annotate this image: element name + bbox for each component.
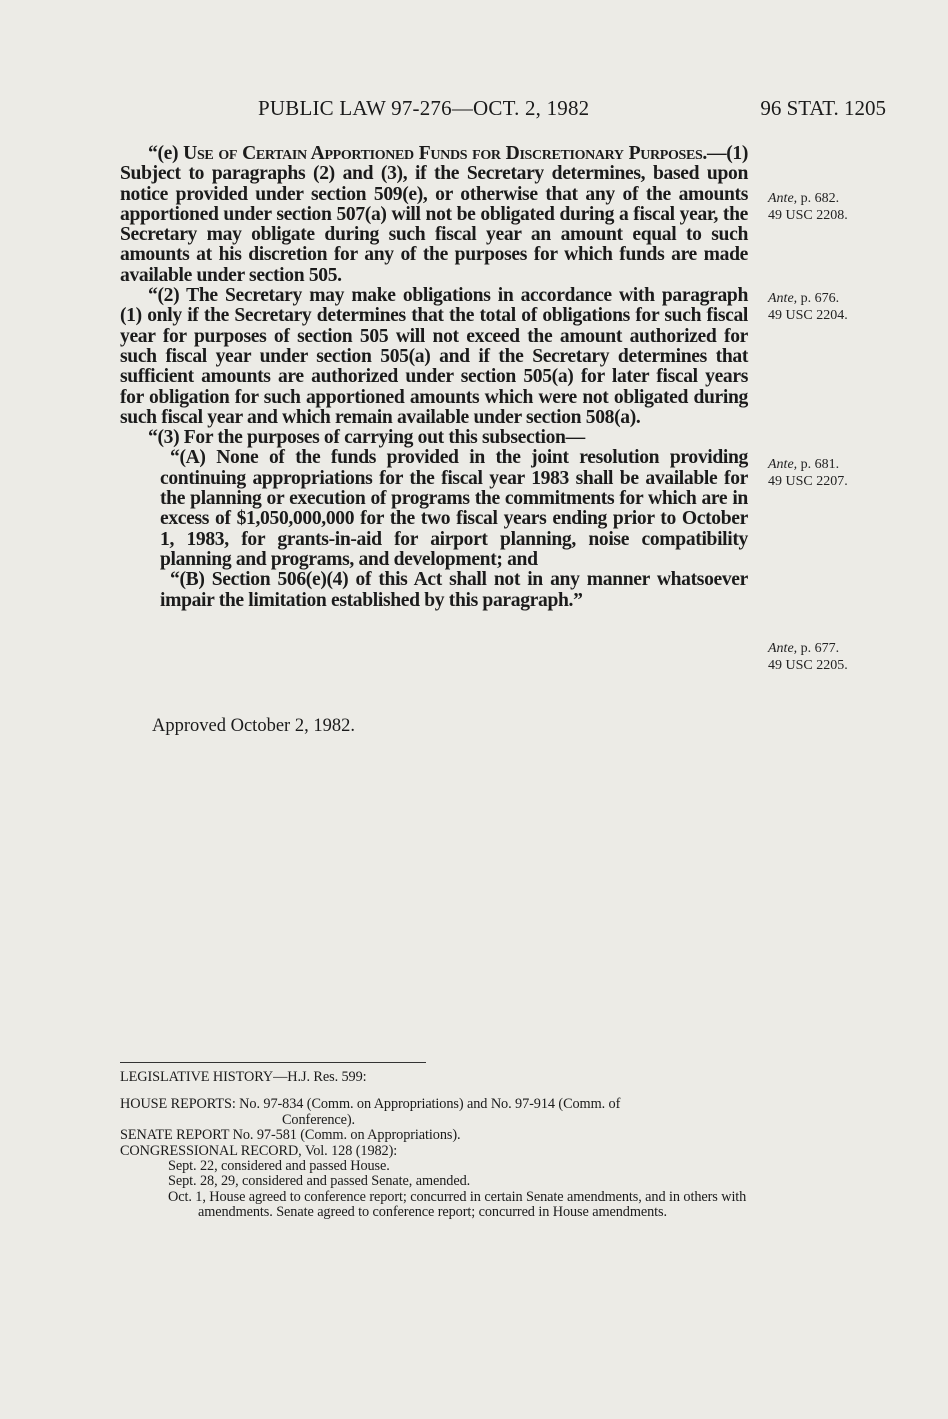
page-header — [0, 96, 948, 126]
statute-body — [120, 144, 748, 611]
paragraph-3a: “(A) None of the funds provided in the joint resolution providing continuing appropriations for the fiscal year 1983 shall be available for the planning or execution of programs the commitments for which are in excess of $1,050,000,000 for the two fiscal years ending prior to October 1, 1983, for grants-in-aid for airport planning, noise compatibility planning and programs, and development; and — [160, 447, 748, 570]
subsection-heading: Use of Certain Apportioned Funds for Discretionary Purposes. — [183, 143, 707, 164]
house-reports: HOUSE REPORTS: No. 97-834 (Comm. on Appropriations) and No. 97-914 (Comm. of — [120, 1096, 621, 1113]
margin-note: Ante, p. 681. 49 USC 2207. — [768, 457, 848, 489]
statute-page-number: 96 STAT. 1205 — [760, 96, 886, 120]
margin-note: Ante, p. 682. 49 USC 2208. — [768, 191, 848, 223]
paragraph-3: “(3) For the purposes of carrying out this subsection— — [148, 427, 585, 449]
paragraph-3b: “(B) Section 506(e)(4) of this Act shall not in any manner whatsoever impair the limitation established by this paragraph.” — [160, 569, 748, 611]
paragraph-e: “(e) Use of Certain Apportioned Funds for Discretionary Purposes.—(1) Subject to paragraphs (2) and (3), if the Secretary determines, based upon notice provided under section 509(e), or otherwise that any of the amounts apportioned under section 507(a) will not be obligated during a fiscal year, the Secretary may obligate during such fiscal year an amount equal to such amounts at his discretion for any of the purposes for which funds are made available under section 505. — [120, 143, 748, 286]
senate-report: SENATE REPORT No. 97-581 (Comm. on Appropriations). — [120, 1127, 461, 1144]
margin-note: Ante, p. 676. 49 USC 2204. — [768, 291, 848, 323]
congressional-record: CONGRESSIONAL RECORD, Vol. 128 (1982): — [120, 1142, 398, 1159]
history-entry: Sept. 22, considered and passed House. — [168, 1158, 390, 1175]
house-reports-cont: Conference). — [282, 1111, 356, 1128]
paragraph-2: “(2) The Secretary may make obligations in accordance with paragraph (1) only if the Secretary determines that the total of obligations for such fiscal year for purposes of section 505 will not exceed the amount authorized for such fiscal year under section 505(a) and if the Secretary determines that sufficient amounts are authorized under section 505(a) for later fiscal years for obligation for such apportioned amounts which were not obligated during such fiscal year and which remain available under section 508(a). — [120, 285, 748, 428]
history-entry: Sept. 28, 29, considered and passed Senate, amended. — [168, 1173, 471, 1190]
history-entry: Oct. 1, House agreed to conference report; concurred in certain Senate amendments, and in others with amendments. Senate agreed to conference report; concurred in House amendments. — [168, 1188, 747, 1221]
divider — [120, 1062, 426, 1063]
running-title: PUBLIC LAW 97-276—OCT. 2, 1982 — [258, 96, 590, 120]
history-title: LEGISLATIVE HISTORY—H.J. Res. 599: — [120, 1069, 367, 1085]
legislative-history — [120, 1070, 756, 1221]
margin-note: Ante, p. 677. 49 USC 2205. — [768, 641, 848, 673]
approval-date: Approved October 2, 1982. — [152, 716, 355, 736]
